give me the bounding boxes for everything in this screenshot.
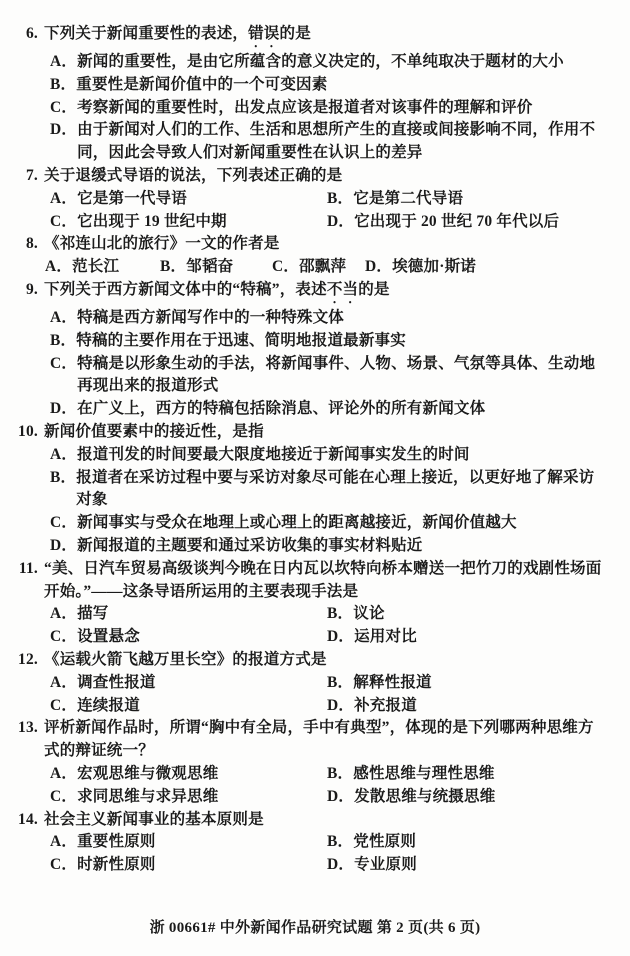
stem-pre: 下列关于新闻重要性的表述， bbox=[44, 25, 249, 42]
option-text: 埃德加·斯诺 bbox=[392, 258, 476, 276]
option-c bbox=[50, 626, 327, 649]
option-b bbox=[50, 330, 604, 353]
option-text: 报道刊发的时间要最大限度地接近于新闻事实发生的时间 bbox=[77, 445, 470, 463]
stem-pre: 评析新闻作品时，所谓“胸中有全局，手中有典型”，体现的是下列哪两种思维方式的辩证统一？ bbox=[44, 719, 594, 760]
option-text: 邹韬奋 bbox=[186, 258, 234, 276]
question-14-stem bbox=[0, 809, 630, 832]
option-text: 补充报道 bbox=[354, 696, 417, 714]
option-label: C． bbox=[50, 628, 78, 646]
question-stem-text bbox=[44, 649, 630, 672]
question-14 bbox=[0, 809, 630, 877]
option-b bbox=[50, 74, 604, 97]
question-14-options bbox=[50, 831, 630, 877]
question-6-stem bbox=[0, 23, 630, 51]
option-label: D． bbox=[327, 787, 355, 805]
question-12-options bbox=[50, 672, 630, 718]
option-label: B． bbox=[160, 258, 187, 276]
stem-pre: 社会主义新闻事业的基本原则是 bbox=[44, 810, 264, 828]
question-stem-text bbox=[44, 23, 630, 51]
option-text: 设置悬念 bbox=[77, 628, 140, 646]
option-c bbox=[272, 256, 365, 279]
question-7-stem bbox=[0, 165, 630, 188]
option-label: C． bbox=[50, 514, 78, 532]
option-label: B． bbox=[327, 673, 354, 691]
option-text: 特稿是以形象生动的手法，将新闻事件、人物、场景、气氛等具体、生动地再现出来的报道形式 bbox=[77, 354, 596, 395]
option-c bbox=[50, 211, 327, 234]
option-text: 由于新闻对人们的工作、生活和思想所产生的直接或间接影响不同，作用不同，因此会导致人们对新闻重要性在认识上的差异 bbox=[77, 121, 596, 162]
option-text: 特稿的主要作用在于迅速、简明地报道最新事实 bbox=[76, 331, 406, 349]
option-text: 范长江 bbox=[72, 258, 120, 276]
option-b bbox=[327, 763, 604, 786]
option-c bbox=[50, 786, 327, 809]
question-number: 10. bbox=[18, 422, 38, 440]
option-label: A． bbox=[50, 605, 78, 623]
question-stem-text bbox=[44, 233, 630, 256]
stem-pre: 下列关于西方新闻文体中的“特稿”，表述 bbox=[44, 280, 327, 298]
question-11 bbox=[0, 558, 630, 649]
option-label: B． bbox=[50, 468, 77, 486]
option-label: D． bbox=[365, 258, 393, 276]
option-label: A． bbox=[50, 764, 78, 782]
option-d bbox=[50, 398, 604, 421]
option-c bbox=[50, 97, 604, 120]
question-stem-text bbox=[44, 279, 630, 307]
question-11-stem bbox=[0, 558, 630, 604]
option-d bbox=[327, 695, 604, 718]
option-label: C． bbox=[50, 98, 78, 116]
option-d bbox=[327, 211, 604, 234]
option-label: B． bbox=[327, 764, 354, 782]
option-label: C． bbox=[272, 258, 300, 276]
option-label: D． bbox=[50, 121, 78, 139]
option-a bbox=[50, 444, 604, 467]
option-c bbox=[50, 512, 604, 535]
option-b bbox=[50, 467, 604, 513]
stem-pre: 《祁连山北的旅行》一文的作者是 bbox=[44, 235, 280, 253]
option-a bbox=[50, 672, 327, 695]
option-label: B． bbox=[50, 75, 77, 93]
option-text: 特稿是西方新闻写作中的一种特殊文体 bbox=[77, 308, 344, 326]
option-text: 新闻报道的主题要和通过采访收集的事实材料贴近 bbox=[77, 536, 423, 554]
option-label: C． bbox=[50, 696, 78, 714]
option-a bbox=[50, 51, 604, 74]
question-number: 8. bbox=[25, 235, 38, 253]
option-label: D． bbox=[327, 696, 355, 714]
question-10 bbox=[0, 421, 630, 558]
option-label: B． bbox=[327, 189, 354, 207]
stem-pre: 新闻价值要素中的接近性，是指 bbox=[44, 422, 264, 440]
stem-post: 的是 bbox=[279, 25, 311, 42]
option-a bbox=[50, 188, 327, 211]
option-label: A． bbox=[50, 308, 78, 326]
option-text: 连续报道 bbox=[77, 696, 140, 714]
option-text: 重要性原则 bbox=[77, 833, 156, 851]
option-a bbox=[50, 831, 327, 854]
option-d bbox=[50, 119, 604, 165]
option-d bbox=[327, 626, 604, 649]
option-label: D． bbox=[327, 856, 355, 874]
option-b bbox=[327, 188, 604, 211]
option-label: C． bbox=[50, 354, 78, 372]
option-text: 专业原则 bbox=[354, 856, 417, 874]
stem-pre: 关于退缓式导语的说法，下列表述正确的是 bbox=[44, 166, 343, 184]
question-stem-text bbox=[44, 717, 630, 763]
option-label: A． bbox=[50, 833, 78, 851]
option-text: 新闻事实与受众在地理上或心理上的距离越接近，新闻价值越大 bbox=[77, 514, 517, 532]
option-text: 宏观思维与微观思维 bbox=[77, 764, 219, 782]
question-9-options bbox=[50, 307, 630, 421]
question-number: 7. bbox=[25, 166, 38, 184]
option-text: 运用对比 bbox=[354, 628, 417, 646]
option-a bbox=[50, 603, 327, 626]
question-number: 11. bbox=[18, 559, 38, 577]
option-text: 邵飘萍 bbox=[299, 258, 347, 276]
option-label: C． bbox=[50, 856, 78, 874]
option-text: 它是第二代导语 bbox=[353, 189, 464, 207]
option-text: 发散思维与统摄思维 bbox=[354, 787, 496, 805]
option-text: 它出现于 20 世纪 70 年代以后 bbox=[354, 212, 560, 230]
stem-post: 的是 bbox=[358, 280, 390, 298]
option-text: 调查性报道 bbox=[77, 673, 156, 691]
option-a bbox=[50, 763, 327, 786]
option-text: 议论 bbox=[353, 605, 385, 623]
option-label: D． bbox=[50, 400, 78, 418]
option-b bbox=[327, 672, 604, 695]
option-text: 考察新闻的重要性时，出发点应该是报道者对该事件的理解和评价 bbox=[77, 98, 533, 116]
stem-pre: “美、日汽车贸易高级谈判今晚在日内瓦以坎特向桥本赠送一把竹刀的戏剧性场面开始。”——这条导语所运用的主要表现手法是 bbox=[44, 559, 602, 600]
option-d bbox=[365, 256, 476, 279]
stem-emphasis: 错误 bbox=[248, 25, 280, 42]
option-label: B． bbox=[327, 833, 354, 851]
question-number: 14. bbox=[18, 810, 38, 828]
question-6-options bbox=[50, 51, 630, 165]
question-10-options bbox=[50, 444, 630, 558]
question-9 bbox=[0, 279, 630, 421]
question-13 bbox=[0, 717, 630, 808]
option-text: 求同思维与求异思维 bbox=[77, 787, 219, 805]
option-b bbox=[327, 603, 604, 626]
question-12-stem bbox=[0, 649, 630, 672]
option-label: C． bbox=[50, 787, 78, 805]
stem-pre: 《运载火箭飞越万里长空》的报道方式是 bbox=[44, 650, 327, 668]
option-b bbox=[327, 831, 604, 854]
question-number: 9. bbox=[25, 280, 38, 298]
option-label: D． bbox=[327, 212, 355, 230]
question-7-options bbox=[50, 188, 630, 234]
option-label: D． bbox=[327, 628, 355, 646]
option-d bbox=[327, 786, 604, 809]
stem-emphasis: 不当 bbox=[326, 280, 359, 298]
option-label: C． bbox=[50, 212, 78, 230]
option-text: 在广义上，西方的特稿包括除消息、评论外的所有新闻文体 bbox=[77, 400, 486, 418]
question-11-options bbox=[50, 603, 630, 649]
page-footer: 浙 00661# 中外新闻作品研究试题 第 2 页(共 6 页) bbox=[149, 920, 481, 936]
question-8-options bbox=[45, 256, 630, 279]
question-10-stem bbox=[0, 421, 630, 444]
option-d bbox=[50, 535, 604, 558]
option-c bbox=[50, 353, 604, 399]
option-a bbox=[45, 256, 160, 279]
question-number: 13. bbox=[18, 719, 38, 737]
option-label: A． bbox=[45, 258, 73, 276]
question-7 bbox=[0, 165, 630, 233]
question-6 bbox=[0, 23, 630, 165]
option-c bbox=[50, 854, 327, 877]
question-stem-text bbox=[44, 165, 630, 188]
option-label: A． bbox=[50, 445, 78, 463]
option-label: B． bbox=[327, 605, 354, 623]
option-label: D． bbox=[50, 536, 78, 554]
question-8-stem bbox=[0, 233, 630, 256]
question-stem-text bbox=[44, 421, 630, 444]
question-8 bbox=[0, 233, 630, 279]
question-number: 6. bbox=[25, 25, 38, 42]
option-text: 报道者在采访过程中要与采访对象尽可能在心理上接近，以更好地了解采访对象 bbox=[76, 468, 595, 509]
option-text: 解释性报道 bbox=[353, 673, 432, 691]
option-text: 新闻的重要性，是由它所蕴含的意义决定的，不单纯取决于题材的大小 bbox=[77, 53, 564, 70]
option-label: B． bbox=[50, 331, 77, 349]
option-text: 描写 bbox=[77, 605, 109, 623]
option-a bbox=[50, 307, 604, 330]
option-text: 时新性原则 bbox=[77, 856, 156, 874]
option-c bbox=[50, 695, 327, 718]
option-d bbox=[327, 854, 604, 877]
option-label: A． bbox=[50, 53, 78, 70]
question-number: 12. bbox=[18, 650, 38, 668]
question-13-options bbox=[50, 763, 630, 809]
question-stem-text bbox=[44, 558, 630, 604]
option-label: A． bbox=[50, 673, 78, 691]
question-12 bbox=[0, 649, 630, 717]
question-9-stem bbox=[0, 279, 630, 307]
option-text: 党性原则 bbox=[353, 833, 417, 851]
option-text: 它出现于 19 世纪中期 bbox=[77, 212, 227, 230]
option-b bbox=[160, 256, 272, 279]
option-text: 它是第一代导语 bbox=[77, 189, 187, 207]
option-label: A． bbox=[50, 189, 78, 207]
option-text: 重要性是新闻价值中的一个可变因素 bbox=[76, 75, 328, 93]
question-stem-text bbox=[44, 809, 630, 832]
question-13-stem bbox=[0, 717, 630, 763]
option-text: 感性思维与理性思维 bbox=[353, 764, 495, 782]
